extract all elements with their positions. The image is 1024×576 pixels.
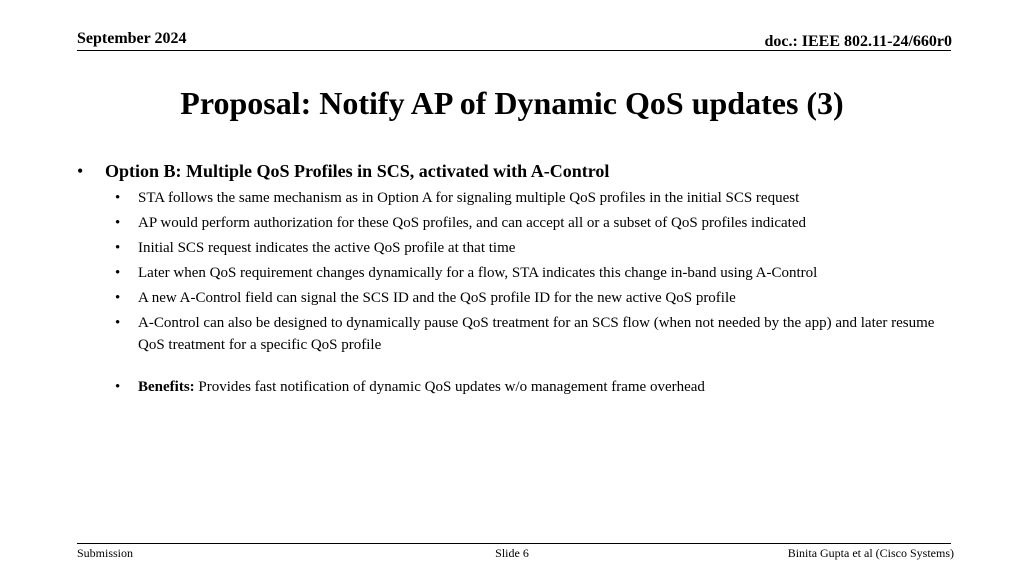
sub-bullet (77, 212, 957, 234)
main-bullet-text: Option B: Multiple QoS Profiles in SCS, activated with A-Control (105, 161, 610, 181)
sub-bullet-text: A new A-Control field can signal the SCS ID and the QoS profile ID for the new active QoS profile (138, 290, 736, 306)
benefits-bullet (77, 376, 957, 398)
bullet-glyph: • (115, 240, 121, 256)
bullet-glyph: • (115, 215, 121, 231)
sub-bullet (77, 187, 957, 209)
header-doc-id: doc.: IEEE 802.11-24/660r0 (764, 33, 952, 50)
sub-bullet (77, 287, 957, 309)
slide-title: Proposal: Notify AP of Dynamic QoS updates (3) (180, 85, 844, 121)
footer-divider (77, 543, 951, 544)
main-bullet (77, 158, 957, 184)
sub-bullet (77, 312, 957, 356)
benefits-label: Benefits: (138, 379, 195, 395)
footer-submission: Submission (77, 546, 134, 560)
slide-body (77, 158, 957, 398)
sub-bullet (77, 262, 957, 284)
header-divider (77, 50, 951, 51)
sub-bullet-text: A-Control can also be designed to dynamically pause QoS treatment for an SCS flow (when not needed by the app) and later resume QoS treatment for a specific QoS profile (138, 315, 935, 353)
footer-authors: Binita Gupta et al (Cisco Systems) (787, 546, 954, 560)
bullet-glyph: • (115, 265, 121, 281)
bullet-glyph: • (115, 290, 121, 306)
benefits-text: Provides fast notification of dynamic QoS updates w/o management frame overhead (194, 379, 705, 395)
sub-bullet-text: Later when QoS requirement changes dynamically for a flow, STA indicates this change in-band using A-Control (138, 265, 818, 281)
header-date: September 2024 (77, 30, 187, 47)
sub-bullet (77, 237, 957, 259)
bullet-glyph: • (115, 190, 121, 206)
sub-bullet-text: STA follows the same mechanism as in Option A for signaling multiple QoS profiles in the initial SCS request (138, 190, 800, 206)
sub-bullet-text: AP would perform authorization for these QoS profiles, and can accept all or a subset of QoS profiles indicated (138, 215, 807, 231)
bullet-glyph: • (115, 315, 121, 331)
bullet-glyph: • (77, 161, 84, 181)
footer-slide-number: Slide 6 (495, 546, 529, 560)
bullet-glyph: • (115, 379, 121, 395)
sub-bullet-text: Initial SCS request indicates the active QoS profile at that time (138, 240, 516, 256)
